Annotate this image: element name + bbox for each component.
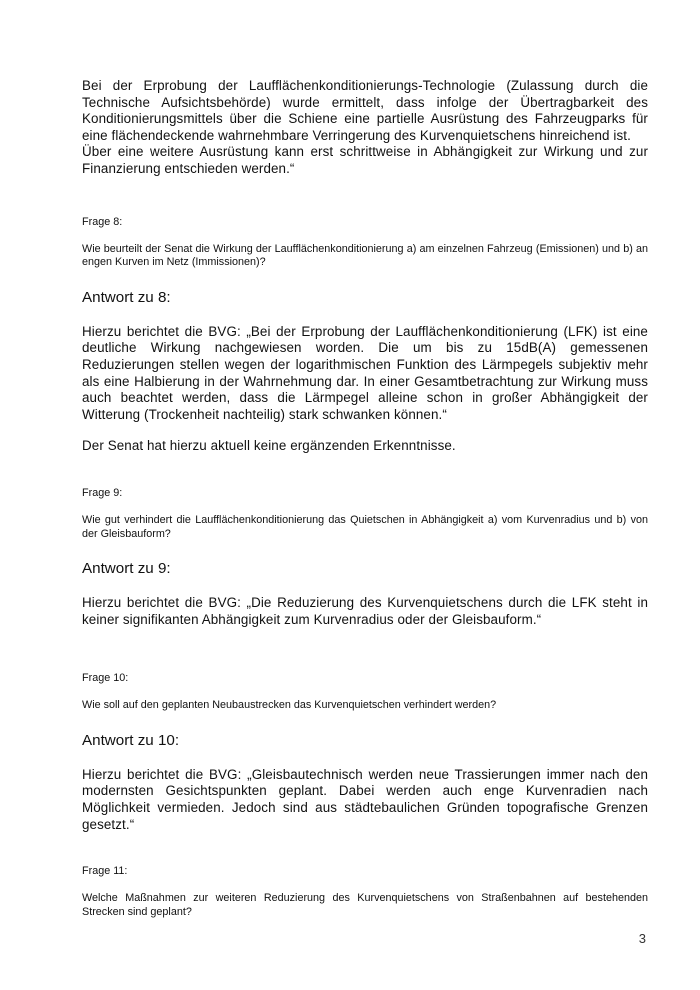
question-11-text: Welche Maßnahmen zur weiteren Reduzierung des Kurvenquietschens von Straßenbahnen auf bestehenden Strecken sind geplant? (82, 892, 648, 918)
answer-10-heading: Antwort zu 10: (82, 731, 180, 749)
question-9-text: Wie gut verhindert die Laufflächenkonditionierung das Quietschen in Abhängigkeit a) vom Kurvenradius und b) von der Gleisbauform? (82, 513, 648, 540)
answer-8-note: Der Senat hat hierzu aktuell keine ergänzenden Erkenntnisse. (82, 438, 456, 454)
answer-9-heading: Antwort zu 9: (82, 560, 171, 578)
answer-8-heading: Antwort zu 8: (82, 288, 171, 306)
question-8-label: Frage 8: (82, 215, 123, 228)
answer-9-text: Hierzu berichtet die BVG: „Die Reduzierung des Kurvenquietschens durch die LFK steht in keiner signifikanten Abhängigkeit zum Kurvenradius oder der Gleisbauform.“ (82, 595, 648, 627)
answer-10-text: Hierzu berichtet die BVG: „Gleisbautechnisch werden neue Trassierungen immer nach den modernsten Gesichtspunkten geplant. Dabei werden auch enge Kurvenradien nach Möglichkeit vermieden. Jedoch sind aus städtebaulichen Gründen topografische Grenzen gesetzt.“ (82, 766, 648, 832)
document-content (82, 78, 648, 919)
intro-paragraph-1: Bei der Erprobung der Laufflächenkonditionierungs-Technologie (Zulassung durch die Technische Aufsichtsbehörde) wurde ermittelt, dass infolge der Übertragbarkeit des Konditionierungsmittels über die Schiene eine partielle Ausrüstung des Fahrzeugparks für eine flächendeckende wahrnehmbare Verringerung des Kurvenquietschens hinreichend ist. (82, 78, 648, 143)
answer-8-text: Hierzu berichtet die BVG: „Bei der Erprobung der Laufflächenkonditionierung (LFK) ist eine deutliche Wirkung nachgewiesen worden. Die um bis zu 15dB(A) gemessenen Reduzierungen stellen wegen der logarithmischen Funktion des Lärmpegels subjektiv mehr als eine Halbierung in der Wahrnehmung dar. In einer Gesamtbetrachtung zur Wirkung muss auch beachtet werden, dass die Lärmpegel alleine schon in großer Abhängigkeit der Witterung (Trockenheit nachteilig) stark schwanken können.“ (82, 323, 648, 422)
question-11-label: Frage 11: (82, 865, 128, 878)
question-9-label: Frage 9: (82, 486, 123, 499)
page-number: 3 (638, 931, 646, 946)
question-10-label: Frage 10: (82, 672, 129, 685)
intro-paragraph-2: Über eine weitere Ausrüstung kann erst schrittweise in Abhängigkeit zur Wirkung und zur Finanzierung entschieden werden.“ (82, 144, 648, 176)
question-10-text: Wie soll auf den geplanten Neubaustrecken das Kurvenquietschen verhindert werden? (82, 699, 497, 712)
question-8-text: Wie beurteilt der Senat die Wirkung der Laufflächenkonditionierung a) am einzelnen Fahrzeug (Emissionen) und b) an engen Kurven im Netz (Immissionen)? (82, 242, 648, 269)
